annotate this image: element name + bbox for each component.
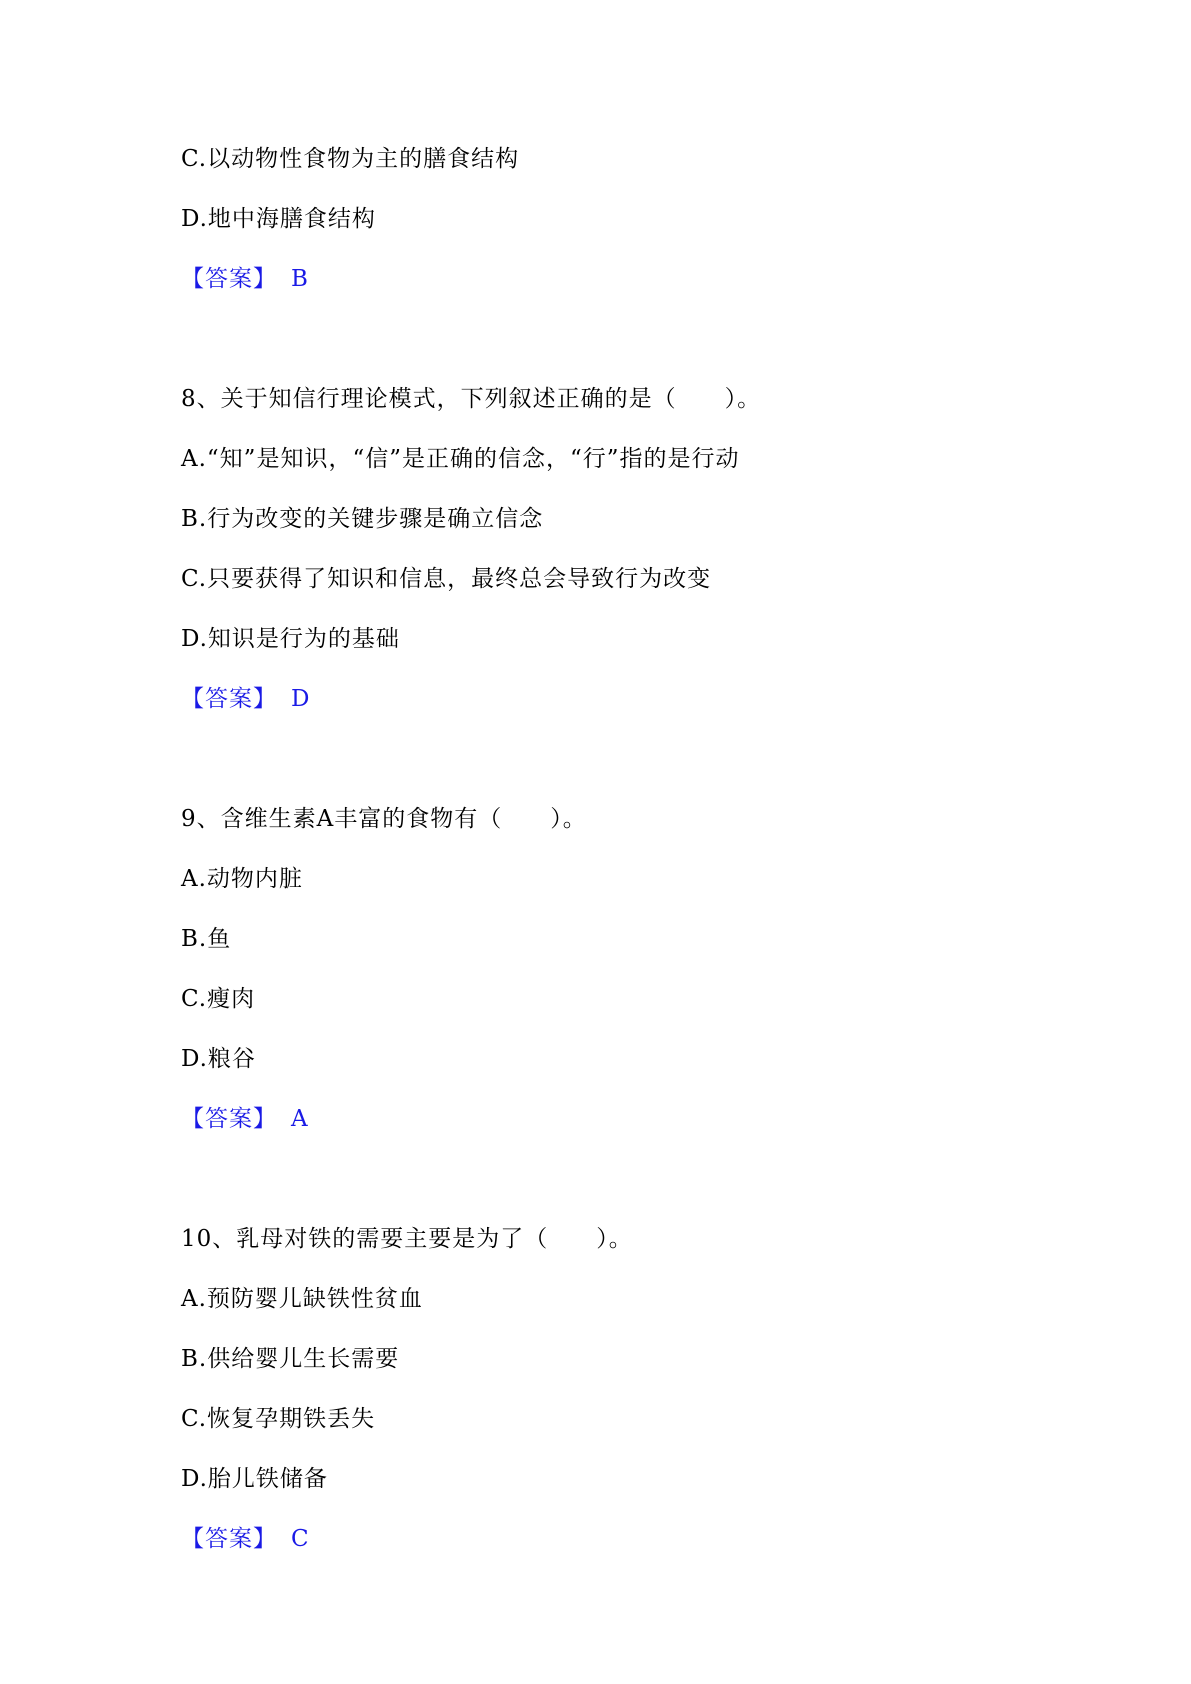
answer-value: A [291, 1106, 309, 1132]
question-stem: 8、关于知信行理论模式，下列叙述正确的是（ ）。 [181, 386, 762, 412]
answer-line [181, 684, 310, 714]
option-d: D.粮谷 [181, 1046, 256, 1072]
option-b: B.行为改变的关键步骤是确立信念 [181, 506, 544, 532]
answer-line [181, 264, 309, 294]
option-d: D.知识是行为的基础 [181, 626, 400, 652]
answer-value: D [291, 686, 311, 712]
option-c: C.以动物性食物为主的膳食结构 [181, 146, 520, 172]
answer-line [181, 1104, 309, 1134]
option-b: B.供给婴儿生长需要 [181, 1346, 400, 1372]
option-d: D.地中海膳食结构 [181, 206, 376, 232]
answer-value: B [291, 266, 309, 292]
option-c: C.恢复孕期铁丢失 [181, 1406, 376, 1432]
option-a: A.“知”是知识，“信”是正确的信念，“行”指的是行动 [181, 446, 740, 472]
option-d: D.胎儿铁储备 [181, 1466, 328, 1492]
option-c: C.只要获得了知识和信息，最终总会导致行为改变 [181, 566, 712, 592]
question-stem: 9、含维生素A丰富的食物有（ ）。 [181, 806, 587, 832]
question-stem: 10、乳母对铁的需要主要是为了（ ）。 [181, 1226, 633, 1252]
option-a: A.预防婴儿缺铁性贫血 [181, 1286, 423, 1312]
answer-label: 【答案】 [181, 1526, 277, 1552]
answer-line [181, 1524, 310, 1554]
answer-label: 【答案】 [181, 266, 277, 292]
answer-value: C [291, 1526, 310, 1552]
answer-label: 【答案】 [181, 686, 277, 712]
option-a: A.动物内脏 [181, 866, 303, 892]
option-c: C.瘦肉 [181, 986, 256, 1012]
answer-label: 【答案】 [181, 1106, 277, 1132]
option-b: B.鱼 [181, 926, 232, 952]
